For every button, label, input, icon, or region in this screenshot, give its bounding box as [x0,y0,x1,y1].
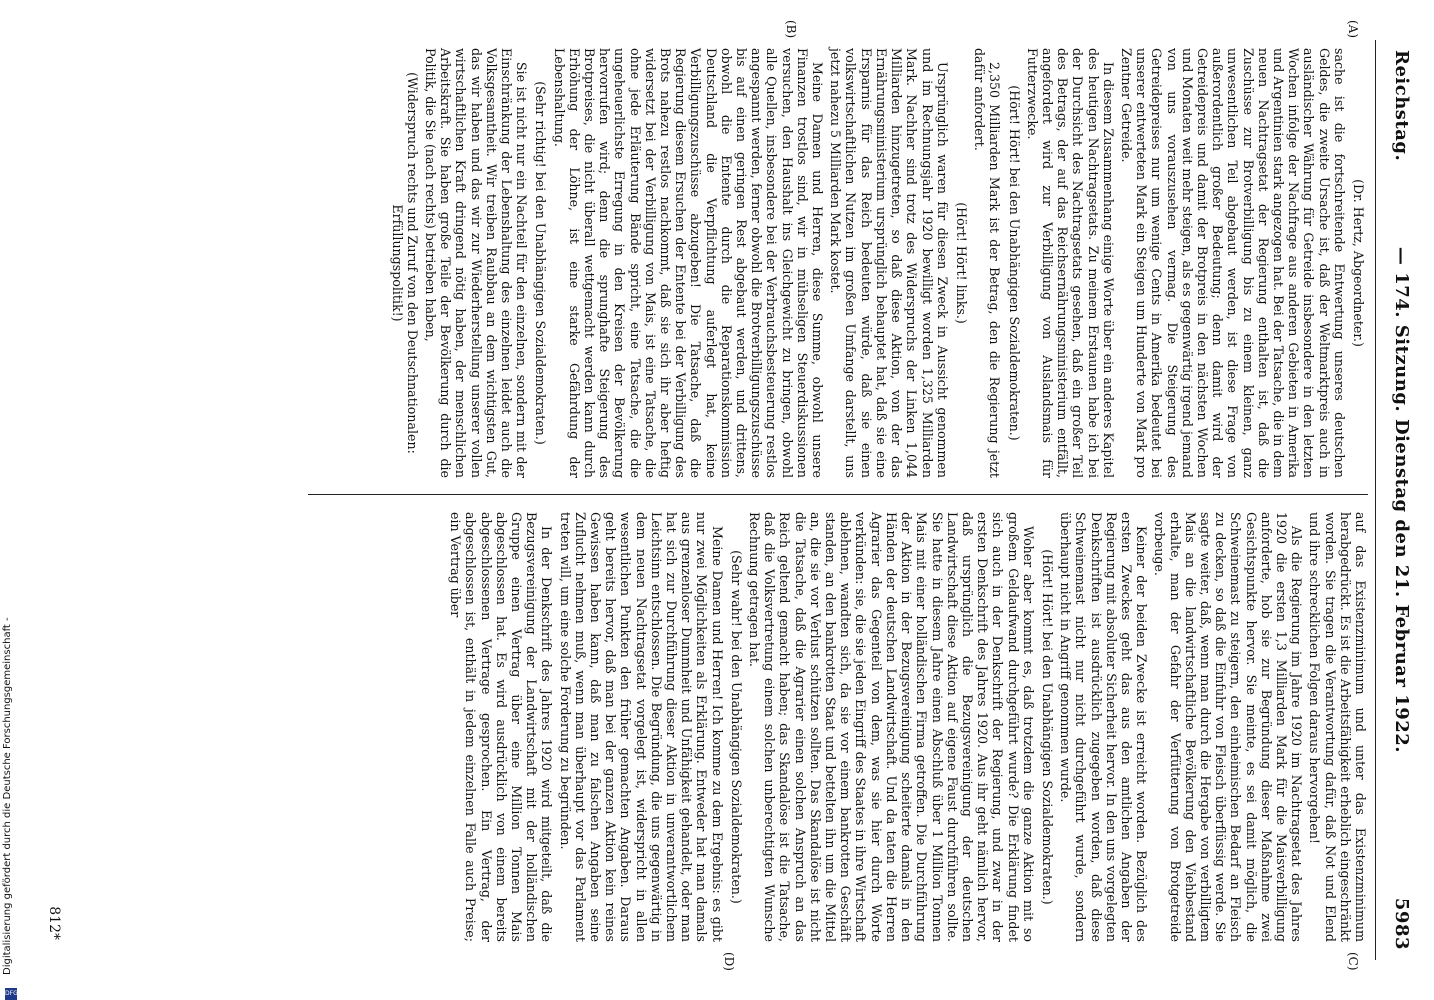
column-divider [308,494,1368,495]
paragraph: 2,350 Milliarden Mark ist der Betrag, den die Regierung jetzt dafür anfordert. [972,48,1003,478]
interjection: (Hört! Hört! links.) [953,202,969,324]
digitization-credit-strip [2,0,18,1000]
header-left: Reichstag. [1391,50,1412,162]
paragraph: In diesem Zusammenhang einige Worte über ein anderes Kapitel des heutigen Nachtragsetats. Zu meinem Erstaunen habe ich bei der Durchsicht des Nachtragsetats gesehen, daß ein großer Teil des Betrags, der auf das Reichsernährungsministerium entfällt, angefordert wird zur Verbilligung von Auslandsmais für Futterzwecke. [1024,48,1116,478]
page-number: 5983 [1391,897,1412,950]
interjection: (Sehr richtig! bei den Unabhängigen Sozialdemokraten.) [533,81,549,445]
digitization-credit-text: Digitalisierung gefördert durch die Deutsche Forschungsgemeinschaft - [2,617,13,975]
paragraph: sache ist die fortschreitende Entwertung unseres deutschen Geldes, die zweite Ursache ist, daß der Weltmarktpreis auch in ausländischer Währung für Getreide insbesondere in den letzten Wochen infolge der Nachfrage aus anderen Gebieten in Amerika und Argentinien stark angezogen hat. Bei der Tatsache, die in dem neuen Nachtragsetat der Regierung enthalten ist, daß die Zuschüsse zur Brotverbilligung bis zu einem kleinen, ganz unwesentlichen Teil abgebaut werden, ist diese Frage von außerordentlich großer Bedeutung; denn damit wird der Getreidepreis und damit der Brotpreis in den nächsten Wochen und Monaten weit mehr steigen, als es gegenwärtig irgend jemand von uns vorauszusehen vermag. Die Steigerung des Getreidepreises nur um wenige Cents in Amerika bedeutet bei unserer entwerteten Mark ein Steigen um Hunderte von Mark pro Zentner Getreide. [1118,48,1347,478]
paragraph: Sie ist nicht nur ein Nachteil für den einzelnen, sondern mit der Einschränkung der Lebenshaltung des einzelnen leidet auch die Volksgesamtheit. Wir treiben Raubbau an dem wichtigsten Gut, das wir haben und das wir zur Wiederherstellung unserer vollen wirtschaftlichen Kraft dringend nötig haben, der menschlichen Arbeitskraft. Sie haben große Teile der Bevölkerung durch die Politik, die Sie (nach rechts) betrieben haben, [423,48,530,478]
margin-mark-d: (D) [722,952,736,971]
page-header [1386,40,1416,960]
paragraph: Als die Regierung im Jahre 1920 im Nachtragsetat des Jahres 1920 die ersten 1,3 Milliarden Mark für die Maisverbilligung anforderte, hob sie zur Begründung dieser Maßnahme zwei Gesichtspunkte hervor. Sie meinte, es sei damit möglich, die Schweinemast zu steigern, den einheimischen Bedarf an Fleisch zu decken, so daß die Einfuhr von Fleisch überflüssig werde. Sie sagte weiter, daß, wenn man durch die Hergabe von verbilligtem Mais an die landwirtschaftliche Bevölkerung den Viehbestand erhalte, man der Gefahr der Verfütterung von Brotgetreide vorbeuge. [1152,512,1305,942]
speaker-line: (Dr. Hertz, Abgeordneter.) [1351,179,1366,347]
header-rule [1375,40,1376,960]
paragraph: Ursprünglich waren für diesen Zweck in Aussicht genommen und im Rechnungsjahr 1920 bewilligt worden 1,325 Milliarden Mark. Nachher sind trotz des Widerspruchs der Linken 1,044 Milliarden hinzugetreten, so daß diese Aktion, von der das Ernährungsministerium ursprünglich behauptet hat, daß sie eine Ersparnis für das Reich bedeuten würde, daß sie einen volkswirtschaftlichen Nutzen im großen Umfange darstellt, uns jetzt nahezu 5 Milliarden Mark kostet. [828,48,950,478]
interjection: (Widerspruch rechts und Zuruf von den Deutschnationalen: Erfüllungspolitik!) [389,72,420,454]
paragraph: Woher aber kommt es, daß trotzdem die ganze Aktion mit so großem Geldaufwand durchgeführt wurde? Die Erklärung findet sich auch in der Denkschrift der Regierung, und zwar in der ersten Denkschrift des Jahres 1920. Aus ihr geht nämlich hervor, daß ursprünglich die Bezugsvereinigung der deutschen Landwirtschaft diese Aktion auf eigene Faust durchführen sollte. Sie hatte in diesem Jahre einen Abschluß über 1 Million Tonnen Mais mit einer holländischen Firma getroffen. Die Durchführung der Aktion in der Bezugsvereinigung scheiterte damals in den Händen der deutschen Landwirtschaft. Und da taten die Herren Agrarier das Gegenteil von dem, was sie hier durch Worte verkünden: sie, die sie jeden Eingriff des Staates in ihre Wirtschaft ablehnen, wandten sich, da sie vor einem bankrotten Geschäft standen, an den bankrotten Staat und bettelten ihn um die Mittel an, die sie vor Verlust schützen sollten. Das Skandalöse ist nicht die Tatsache, daß die Agrarier einen solchen Anspruch an das Reich geltend gemacht haben; das Skandalöse ist die Tatsache, daß die Volksvertretung einem solchen unberechtigten Wunsche Rechnung getragen hat. [747,512,1036,942]
interjection: (Hört! Hört! bei den Unabhängigen Sozialdemokraten.) [1006,85,1022,441]
page-signature: 812* [46,906,62,940]
header-center: — 174. Sitzung. Dienstag den 21. Februar 1922. [1391,246,1412,754]
margin-mark-c: (C) [1346,952,1360,971]
interjection: (Sehr wahr! bei den Unabhängigen Sozialdemokraten.) [728,550,744,904]
left-column [385,48,1368,478]
paragraph: auf das Existenzminimum und unter das Existenzminimum herabgedrückt. Es ist die Arbeitsfähigkeit erheblich eingeschränkt worden. Sie tragen die Verantwortung dafür, daß Not und Elend und ihre schrecklichen Folgen daraus hervorgehen! [1307,512,1368,942]
margin-mark-a: (A) [1346,20,1360,39]
paragraph: Meine Damen und Herren, diese Summe, obwohl unsere Finanzen trostlos sind, wir in mühseligen Steuerdiskussionen versuchen, den Haushalt ins Gleichgewicht zu bringen, obwohl alle Quellen, insbesondere bei der Verbrauchsbesteuerung restlos angespannt werden, ferner obwohl die Brotverbilligungszuschüsse bis auf einen geringen Rest abgebaut werden, und drittens, obwohl die Entente durch die Reparationskommission Deutschland die Verpflichtung auferlegt hat, keine Verbilligungszuschüsse abzugeben! Die Tatsache, daß die Regierung diesem Ersuchen der Entente bei der Verbilligung des Brots nahezu restlos nachkommt, daß sie sich ihr aber heftig widersetzt bei der Verbilligung von Mais, ist eine Tatsache, die ohne jede Erläuterung Bände spricht, eine Tatsache, die die ungeheuerlichste Erregung in den Kreisen der Bevölkerung hervorrufen wird; denn die sprunghafte Steigerung des Brotpreises, die nicht überall wettgemacht werden kann durch Erhöhung der Löhne, ist eine starke Gefährdung der Lebenshaltung. [551,48,826,478]
margin-mark-b: (B) [784,20,798,39]
dfg-logo-icon: DFG [5,988,17,1000]
paragraph: Meine Damen und Herren! Ich komme zu dem Ergebnis: es gibt nur zwei Möglichkeiten als Erklärung. Entweder hat man damals aus grenzenloser Dummheit und Unfähigkeit gehandelt, oder man hat sich zur Durchführung dieser Aktion in unverantwortlichem Leichtsinn entschlossen. Die Begründung, die uns gegenwärtig in dem neuen Nachtragsetat vorgelegt ist, widerspricht in allen wesentlichen Punkten den früher gemachten Angaben. Daraus geht bereits hervor, daß man bei der ganzen Aktion kein reines Gewissen haben kann, daß man zu falschen Angaben seine Zuflucht nehmen muß, wenn man überhaupt vor das Parlament treten will, um eine solche Forderung zu begründen. [557,512,725,942]
right-column [445,512,1368,942]
interjection: (Hört! Hört! bei den Unabhängigen Sozialdemokraten.) [1039,549,1055,905]
paragraph: In der Denkschrift des Jahres 1920 wird mitgeteilt, daß die Bezugsvereinigung der Landwirtschaft mit der holländischen Gruppe einen Vertrag über eine Million Tonnen Mais abgeschlossen hat. Es wird ausdrücklich von einem bereits abgeschlossenen Vertrage gesprochen. Ein Vertrag, der abgeschlossen ist, enthält in jedem einzelnen Falle auch Preise; ein Vertrag über [448,512,555,942]
paragraph: Keiner der beiden Zwecke ist erreicht worden. Bezüglich des ersten Zweckes geht das aus den amtlichen Angaben der Regierung mit absoluter Sicherheit hervor. In den uns vorgelegten Denkschriften ist ausdrücklich zugegeben worden, daß diese Schweinemast nicht nur nicht durchgeführt wurde, sondern überhaupt nicht in Angriff genommen wurde. [1058,512,1150,942]
